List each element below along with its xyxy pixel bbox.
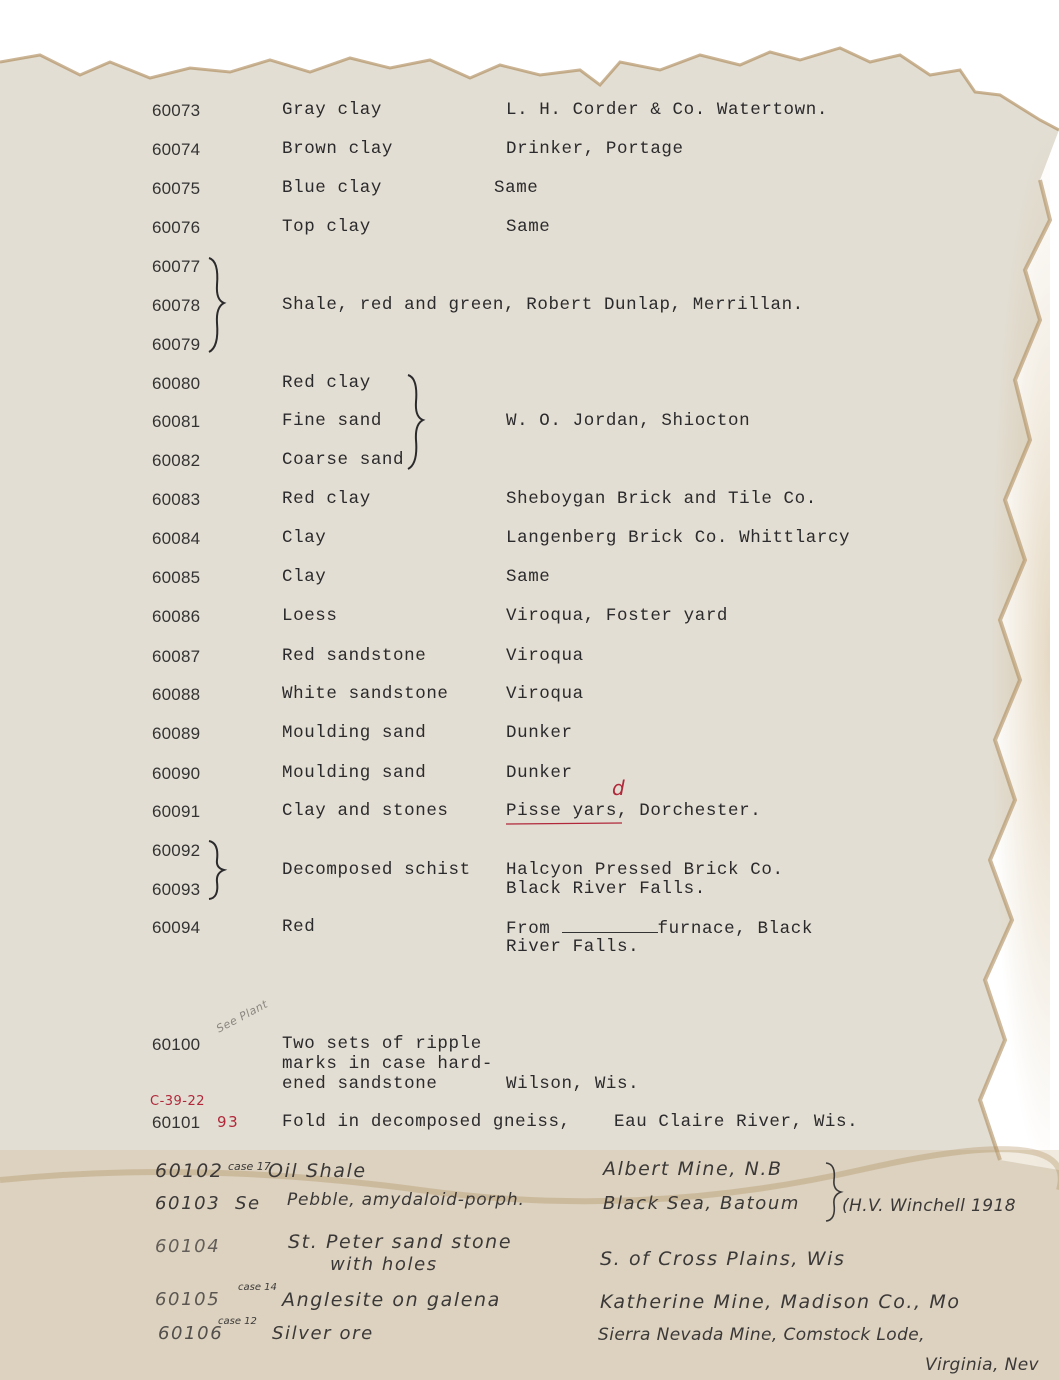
catalog-row — [0, 607, 1059, 633]
specimen-number: 60081 — [152, 412, 201, 431]
catalog-row-continuation — [0, 938, 1059, 964]
locality: Langenberg Brick Co. Whittlarcy — [506, 528, 851, 548]
specimen-number: 60090 — [152, 764, 201, 783]
catalog-row-continuation — [0, 880, 1059, 906]
specimen-number: 60084 — [152, 529, 201, 548]
bracket-brace — [205, 255, 229, 355]
locality: Dunker — [506, 763, 573, 783]
specimen-number: 60076 — [152, 218, 201, 237]
handwritten-material: Pebble, amydaloid-porph. — [287, 1190, 525, 1210]
handwritten-material: Silver ore — [272, 1323, 374, 1344]
locality: Dunker — [506, 723, 573, 743]
locality: Viroqua, Foster yard — [506, 606, 729, 626]
catalog-row — [0, 647, 1059, 673]
specimen-number: 60093 — [152, 880, 201, 899]
specimen-number: 60079 — [152, 335, 201, 354]
specimen-number: 60094 — [152, 918, 201, 937]
catalog-row — [0, 490, 1059, 516]
handwritten-case: case 12 — [218, 1316, 257, 1327]
handwritten-number: 60102 — [155, 1160, 224, 1182]
catalog-row — [0, 179, 1059, 205]
material-description: Decomposed schist — [282, 860, 471, 880]
specimen-number: 60073 — [152, 101, 201, 120]
material-description: Fold in decomposed gneiss, — [282, 1112, 571, 1132]
specimen-number: 60089 — [152, 724, 201, 743]
material-description: Two sets of ripple — [282, 1034, 482, 1054]
locality: Same — [506, 567, 551, 587]
locality: Same — [506, 217, 551, 237]
catalog-row — [0, 296, 1059, 322]
pencil-note: See Plant — [214, 997, 270, 1036]
handwritten-case: case 17 — [228, 1160, 271, 1173]
handwritten-locality: S. of Cross Plains, Wis — [600, 1248, 846, 1270]
catalog-row — [0, 218, 1059, 244]
handwritten-number: 60105 — [155, 1289, 221, 1310]
catalog-row — [0, 257, 1059, 283]
catalog-row — [0, 529, 1059, 555]
catalog-row — [0, 685, 1059, 711]
locality: W. O. Jordan, Shiocton — [506, 411, 751, 431]
material-description: Brown clay — [282, 139, 394, 159]
catalog-row — [0, 764, 1059, 790]
specimen-number: 60088 — [152, 685, 201, 704]
locality: Wilson, Wis. — [506, 1074, 640, 1094]
handwritten-number: 60106 — [158, 1323, 224, 1344]
specimen-number: 60074 — [152, 140, 201, 159]
handwritten-locality: Katherine Mine, Madison Co., Mo — [600, 1291, 961, 1313]
locality-line-2: Black River Falls. — [506, 879, 706, 899]
material-description: Red clay — [282, 373, 371, 393]
specimen-number: 60086 — [152, 607, 201, 626]
catalog-row — [0, 568, 1059, 594]
specimen-number: 60087 — [152, 647, 201, 666]
locality: Drinker, Portage — [506, 139, 684, 159]
material-description: Blue clay — [282, 178, 382, 198]
locality: Same — [494, 178, 539, 198]
locality: Viroqua — [506, 646, 584, 666]
locality-line-2: River Falls. — [506, 937, 640, 957]
material-description: Red — [282, 917, 316, 937]
catalog-row — [0, 724, 1059, 750]
material-description: ened sandstone — [282, 1074, 438, 1094]
locality-prefix: From — [506, 919, 551, 939]
material-description: marks in case hard- — [282, 1054, 493, 1074]
material-description: Moulding sand — [282, 763, 427, 783]
specimen-number: 60080 — [152, 374, 201, 393]
handwritten-material-line-2: with holes — [330, 1254, 438, 1275]
material-description: White sandstone — [282, 684, 449, 704]
specimen-number: 60100 — [152, 1035, 201, 1054]
locality: Eau Claire River, Wis. — [614, 1112, 859, 1132]
locality: Sheboygan Brick and Tile Co. — [506, 489, 817, 509]
material-description: Gray clay — [282, 100, 382, 120]
material-description: Clay — [282, 567, 327, 587]
red-suffix: 93 — [217, 1113, 240, 1131]
locality: L. H. Corder & Co. Watertown. — [506, 100, 828, 120]
material-description: Fine sand — [282, 411, 382, 431]
material-description: Top clay — [282, 217, 371, 237]
specimen-number: 60075 — [152, 179, 201, 198]
material-description: Loess — [282, 606, 338, 626]
specimen-number: 60077 — [152, 257, 201, 276]
handwritten-number: 60104 — [155, 1236, 221, 1257]
handwritten-number: 60103 — [155, 1193, 221, 1214]
specimen-number: 60085 — [152, 568, 201, 587]
handwritten-locality: Black Sea, Batoum — [603, 1193, 800, 1214]
specimen-number: 60091 — [152, 802, 201, 821]
locality-suffix: furnace, Black — [657, 919, 813, 939]
catalog-row — [0, 451, 1059, 477]
underline-mark — [500, 820, 630, 828]
material-description: Clay and stones — [282, 801, 449, 821]
handwritten-locality: Sierra Nevada Mine, Comstock Lode, — [598, 1325, 925, 1345]
correction-mark: d — [612, 776, 625, 800]
handwritten-locality: Albert Mine, N.B — [603, 1158, 783, 1180]
material-description: Coarse sand — [282, 450, 405, 470]
handwritten-material: Anglesite on galena — [282, 1289, 501, 1311]
handwritten-locality-line-2: Virginia, Nev — [925, 1355, 1040, 1375]
handwritten-case: case 14 — [238, 1282, 277, 1293]
catalog-row — [0, 140, 1059, 166]
locality: Viroqua — [506, 684, 584, 704]
specimen-number: 60101 — [152, 1113, 201, 1132]
material-description: Red clay — [282, 489, 371, 509]
material-description: Shale, red and green, Robert Dunlap, Merrillan. — [282, 295, 804, 315]
specimen-number: 60083 — [152, 490, 201, 509]
catalog-row — [0, 101, 1059, 127]
catalog-row — [0, 1113, 1059, 1139]
blank-line — [562, 918, 658, 933]
catalog-row — [0, 412, 1059, 438]
material-description: Moulding sand — [282, 723, 427, 743]
red-catalog-code: C-39-22 — [150, 1094, 206, 1109]
specimen-number: 60082 — [152, 451, 201, 470]
locality: Halcyon Pressed Brick Co. — [506, 860, 784, 880]
material-description: Clay — [282, 528, 327, 548]
catalog-row — [0, 374, 1059, 400]
handwritten-material: Oil Shale — [268, 1160, 367, 1182]
handwritten-material: St. Peter sand stone — [288, 1231, 513, 1253]
handwritten-case: Se — [235, 1193, 261, 1214]
catalog-row — [0, 335, 1059, 361]
collector-note: (H.V. Winchell 1918 — [842, 1196, 1016, 1216]
specimen-number: 60078 — [152, 296, 201, 315]
material-description: Red sandstone — [282, 646, 427, 666]
locality — [506, 918, 813, 939]
bracket-brace — [402, 372, 428, 472]
specimen-number: 60092 — [152, 841, 201, 860]
locality: Pisse yars, Dorchester. — [506, 801, 762, 821]
